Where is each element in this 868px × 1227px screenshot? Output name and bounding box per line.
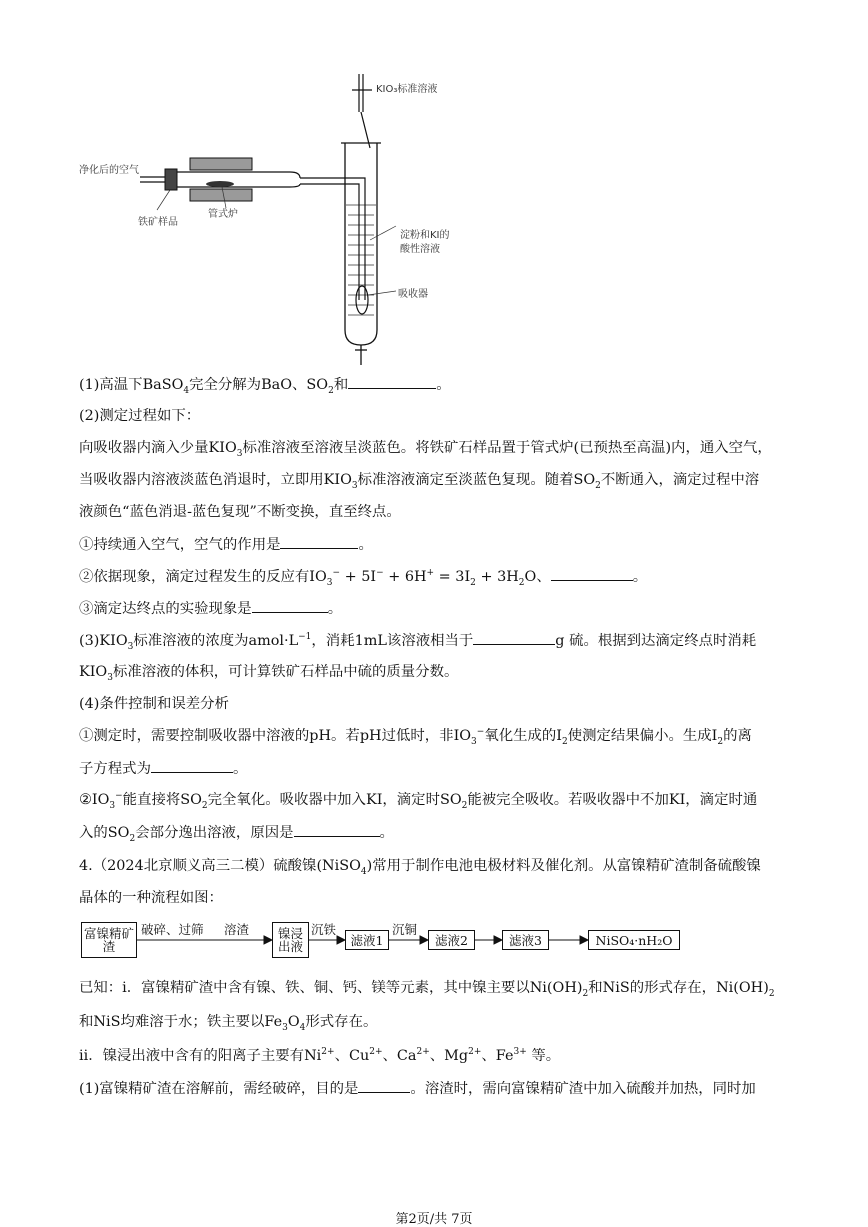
furnace-top	[190, 158, 252, 170]
label-kio3-solution: KIO₃标准溶液	[376, 84, 438, 95]
furnace-tube	[176, 172, 300, 187]
flow-step-remove-fe: 沉铁	[311, 922, 337, 937]
apparatus-figure	[0, 0, 868, 365]
burette	[352, 74, 372, 148]
q3-line2: $KIO_3$标准溶液的体积，可计算铁矿石样品中硫的质量分数。	[79, 664, 459, 683]
flow-box-raw-slag: 富镍精矿渣	[81, 922, 137, 958]
flow-box-leachate: 镍浸出液	[272, 922, 309, 958]
absorber-tube	[341, 143, 381, 365]
label-tube-furnace: 管式炉	[208, 209, 238, 220]
flow-step-dissolve: 溶渣	[224, 922, 250, 937]
p4-known1-line1: 已知：i．富镍精矿渣中含有镍、铁、铜、钙、镁等元素，其中镍主要以$Ni(OH)_2$和NiS的形式存在，$Ni(OH)_2$	[79, 980, 775, 999]
q2-para-line1: 向吸收器内滴入少量$KIO_3$标准溶液至溶液呈淡蓝色。将铁矿石样品置于管式炉(已预热至高温)内，通入空气，	[79, 440, 772, 459]
p4-known2: ⅱ．镍浸出液中含有的阳离子主要有$Ni^{2+}$、$Cu^{2+}$、$Ca^{2+}$、$Mg^{2+}$、$Fe^{3+}$ 等。	[79, 1047, 561, 1064]
q4-sub1-line1: ①测定时，需要控制吸收器中溶液的pH。若pH过低时，非$IO_3^-$氧化生成的$I_2$使测定结果偏小。生成$I_2$的离	[79, 727, 752, 747]
flow-step-crush: 破碎、过筛	[141, 922, 204, 937]
q4-sub1-blank[interactable]	[151, 758, 233, 773]
q4-sub2-blank[interactable]	[294, 822, 380, 837]
page-footer: 第2页/共 7页	[395, 1212, 473, 1227]
p4-intro-line1: 4.（2024北京顺义高三二模）硫酸镍(NiSO$_4$)常用于制作电池电极材料及催化剂。从富镍精矿渣制备硫酸镍	[79, 858, 761, 877]
apparatus-drawing	[0, 0, 868, 365]
p4-q1: (1)富镍精矿渣在溶解前，需经破碎，目的是 。溶渣时，需向富镍精矿渣中加入硫酸并加热，同时加	[79, 1078, 756, 1099]
flow-box-filtrate1: 滤液1	[345, 930, 389, 950]
furnace-bottom	[190, 189, 252, 201]
label-ore-sample: 铁矿样品	[138, 217, 178, 228]
label-starch-ki-1: 淀粉和KI的	[400, 230, 450, 241]
q2-sub1: ①持续通入空气，空气的作用是 。	[79, 534, 373, 555]
q2-sub2: ②依据现象，滴定过程发生的反应有$IO_3^- + 5I^- + 6H^+ = 3I_2 + 3H_2O$、 。	[79, 566, 647, 587]
liquid-lines	[346, 205, 376, 315]
stopper	[165, 169, 177, 190]
q4-head: (4)条件控制和误差分析	[79, 696, 229, 712]
q1-line: (1)高温下BaSO$_4$完全分解为BaO、$SO_2$和 。	[79, 374, 451, 395]
q2-para-line2: 当吸收器内溶液淡蓝色消退时，立即用$KIO_3$标准溶液滴定至淡蓝色复现。随着$SO_2$不断通入，滴定过程中溶	[79, 472, 760, 491]
q2-para-line3: 液颜色“蓝色消退-蓝色复现”不断变换，直至终点。	[79, 504, 401, 520]
flow-chart	[79, 920, 689, 960]
flow-box-filtrate2: 滤液2	[428, 930, 475, 950]
p4-known1-line2: 和NiS均难溶于水；铁主要以$Fe_3O_4$形式存在。	[79, 1014, 378, 1033]
q2-sub2-blank[interactable]	[551, 566, 633, 581]
q2-sub1-blank[interactable]	[280, 534, 358, 549]
q2-sub3-blank[interactable]	[252, 598, 328, 613]
q3-line1: $(3)KIO_3$标准溶液的浓度为$amol\cdot L^{-1}$，消耗1mL该溶液相当于 g 硫。根据到达滴定终点时消耗	[79, 630, 756, 651]
q1-blank[interactable]	[348, 374, 436, 389]
p4-q1-blank[interactable]	[358, 1078, 410, 1093]
inlet-tube	[300, 178, 368, 314]
q3-blank[interactable]	[473, 630, 555, 645]
q4-sub2-line2: 入的$SO_2$会部分逸出溶液，原因是 。	[79, 822, 394, 843]
flow-box-product: NiSO₄·nH₂O	[588, 930, 680, 950]
q2-sub3: ③滴定达终点的实验现象是 。	[79, 598, 342, 619]
sample	[206, 181, 234, 187]
q4-sub1-line2: 子方程式为 。	[79, 758, 247, 779]
label-absorber: 吸收器	[398, 289, 428, 300]
label-purified-air: 净化后的空气	[79, 165, 139, 176]
q2-head: (2)测定过程如下：	[79, 408, 201, 424]
flow-box-filtrate3: 滤液3	[502, 930, 549, 950]
q4-sub2-line1: $②IO_3^-$能直接将$SO_2$完全氧化。吸收器中加入KI，滴定时$SO_2$能被完全吸收。若吸收器中不加KI，滴定时通	[79, 791, 758, 811]
flow-step-remove-cu: 沉铜	[392, 922, 418, 937]
p4-intro-line2: 晶体的一种流程如图：	[79, 890, 223, 906]
label-starch-ki-2: 酸性溶液	[400, 244, 440, 255]
